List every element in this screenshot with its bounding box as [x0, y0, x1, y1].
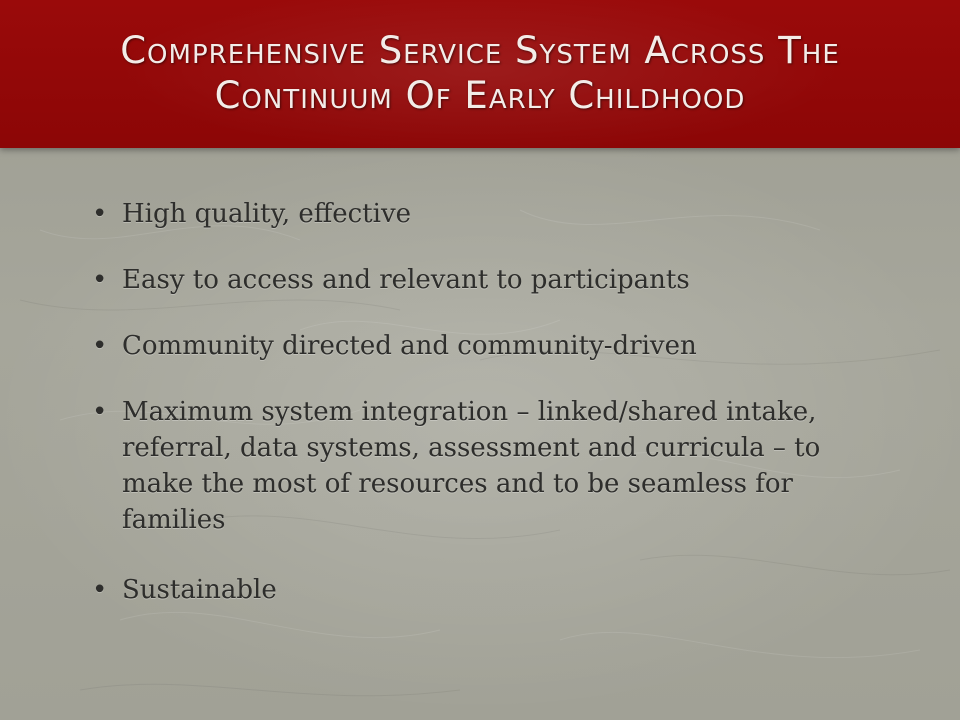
- bullet-text: Sustainable: [122, 575, 277, 605]
- bullet-item: [90, 572, 880, 608]
- bullet-text: High quality, effective: [122, 199, 412, 229]
- bullet-item: [90, 262, 880, 298]
- bullet-dot: •: [92, 575, 108, 605]
- bullet-text: Easy to access and relevant to participants: [122, 265, 690, 295]
- title-band: [0, 0, 960, 148]
- bullet-text: Maximum system integration – linked/shared intake, referral, data systems, assessment and curricula – to make the most of resources and to be seamless for families: [122, 397, 821, 535]
- slide-title: Comprehensive Service System Across The Continuum Of Early Childhood: [120, 29, 840, 117]
- bullet-item: [90, 196, 880, 232]
- bullet-dot: •: [92, 199, 108, 229]
- bullet-dot: •: [92, 265, 108, 295]
- bullet-list: [90, 196, 880, 638]
- bullet-dot: •: [92, 397, 108, 427]
- bullet-item: [90, 394, 880, 538]
- bullet-dot: •: [92, 331, 108, 361]
- bullet-item: [90, 328, 880, 364]
- bullet-text: Community directed and community-driven: [122, 331, 697, 361]
